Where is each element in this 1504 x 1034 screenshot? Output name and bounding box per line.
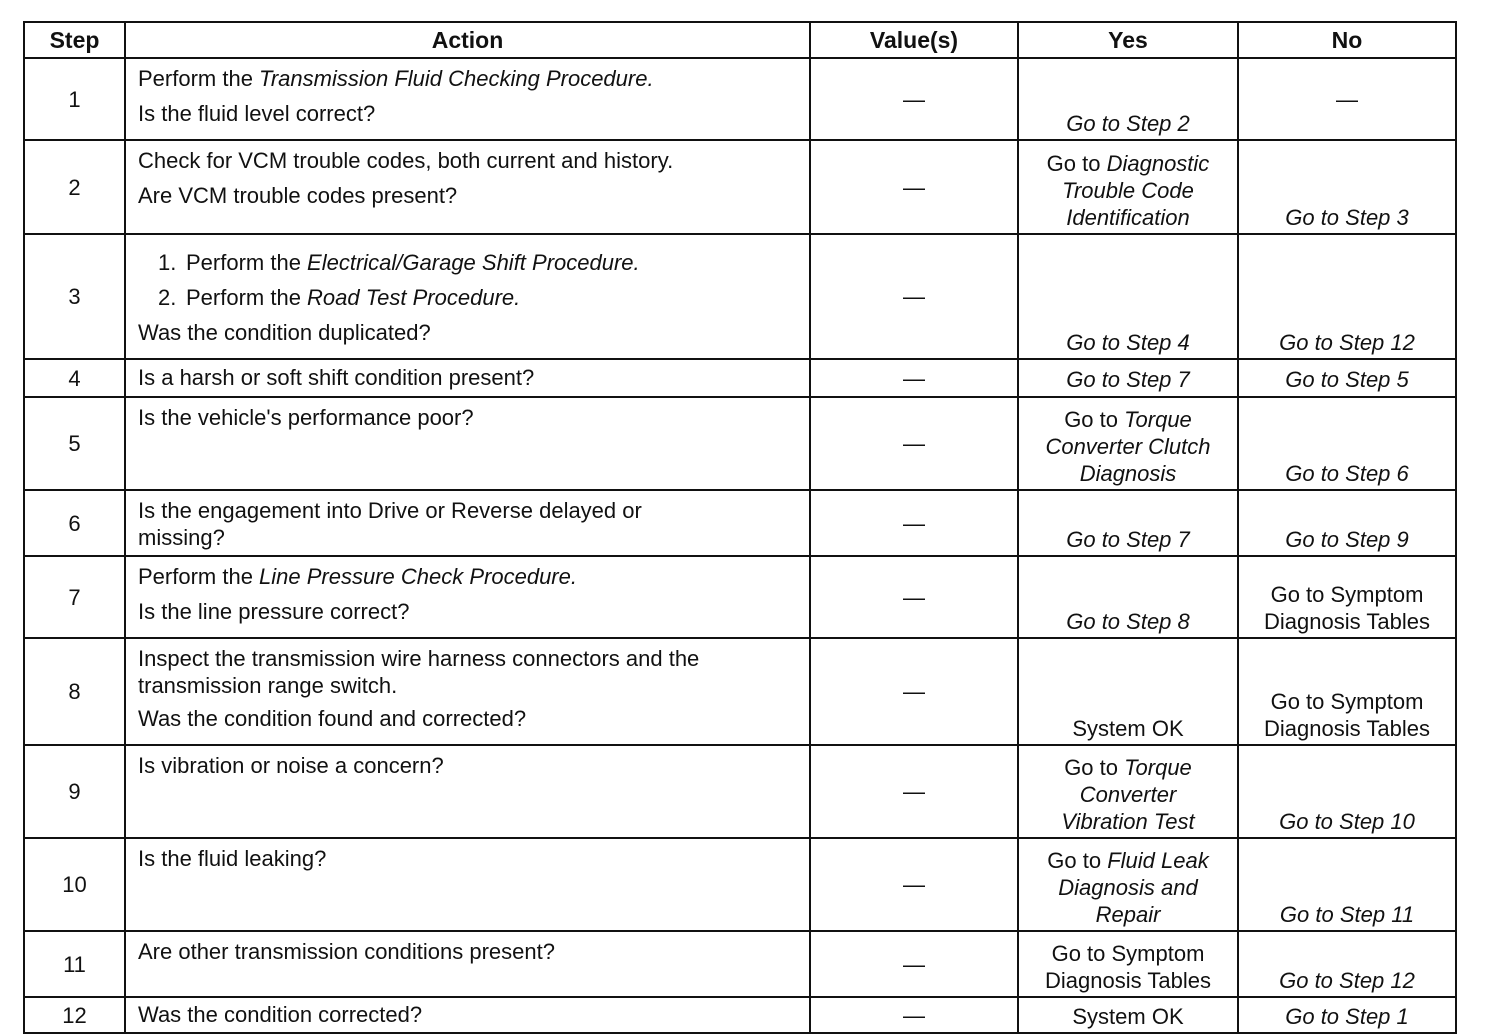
- action-cell: [125, 931, 810, 997]
- no-cell: [1238, 997, 1456, 1033]
- step-number: 2: [24, 140, 125, 234]
- header-yes: Yes: [1018, 22, 1238, 58]
- no-cell: [1238, 397, 1456, 490]
- value-cell: —: [810, 931, 1018, 997]
- step-number: 1: [24, 58, 125, 140]
- yes-cell: [1018, 58, 1238, 140]
- yes-cell: [1018, 359, 1238, 397]
- diagnostic-table: [23, 21, 1457, 1034]
- no-cell: Go to Symptom Diagnosis Tables: [1238, 556, 1456, 638]
- yes-cell: [1018, 556, 1238, 638]
- no-cell: —: [1238, 58, 1456, 140]
- action-question: Are VCM trouble codes present?: [138, 183, 458, 208]
- no-cell: [1238, 745, 1456, 838]
- no-link: Go to Step 5: [1285, 366, 1409, 392]
- step-number: 11: [24, 931, 125, 997]
- table-row: [24, 638, 1456, 745]
- yes-cell: System OK: [1018, 997, 1238, 1033]
- yes-link: Go to Step 8: [1066, 609, 1190, 634]
- yes-cell: Go to Torque Converter Vibration Test: [1018, 745, 1238, 838]
- step-number: 4: [24, 359, 125, 397]
- action-cell: [125, 58, 810, 140]
- table-row: [24, 997, 1456, 1033]
- yes-cell: [1018, 490, 1238, 556]
- step-number: 5: [24, 397, 125, 490]
- yes-cell: Go to Diagnostic Trouble Code Identification: [1018, 140, 1238, 234]
- header-values: Value(s): [810, 22, 1018, 58]
- no-link: Go to Step 12: [1279, 330, 1415, 355]
- no-cell: [1238, 234, 1456, 359]
- table-row: [24, 745, 1456, 838]
- action-question: Are other transmission conditions present?: [138, 939, 555, 964]
- no-cell: [1238, 838, 1456, 931]
- action-question: Is the vehicle's performance poor?: [138, 405, 474, 430]
- no-cell: [1238, 359, 1456, 397]
- action-cell: [125, 397, 810, 490]
- header-action: Action: [125, 22, 810, 58]
- table-row: [24, 838, 1456, 931]
- yes-cell: [1018, 234, 1238, 359]
- procedure-name: Line Pressure Check Procedure.: [259, 564, 577, 589]
- table-row: [24, 931, 1456, 997]
- step-number: 8: [24, 638, 125, 745]
- yes-link: Go to Step 7: [1066, 366, 1190, 392]
- action-cell: 1. Perform the Electrical/Garage Shift Procedure. 2. Perform the Road Test Procedure. Was the condition duplicated?: [125, 234, 810, 359]
- no-link: Go to Step 12: [1279, 968, 1415, 993]
- value-cell: —: [810, 234, 1018, 359]
- table-row: [24, 58, 1456, 140]
- step-number: 6: [24, 490, 125, 556]
- list-number: 1.: [158, 250, 177, 275]
- action-cell: [125, 838, 810, 931]
- procedure-name: Road Test Procedure.: [307, 285, 521, 310]
- value-cell: —: [810, 58, 1018, 140]
- table-row: [24, 140, 1456, 234]
- action-text: Perform the: [138, 564, 260, 589]
- no-link: Go to Step 6: [1285, 461, 1409, 486]
- header-step: Step: [24, 22, 125, 58]
- action-question: Was the condition duplicated?: [138, 320, 431, 345]
- action-cell: [125, 556, 810, 638]
- no-link: Go to Step 9: [1285, 527, 1409, 552]
- yes-cell: Go to Symptom Diagnosis Tables: [1018, 931, 1238, 997]
- no-cell: [1238, 490, 1456, 556]
- value-cell: —: [810, 490, 1018, 556]
- step-number: 10: [24, 838, 125, 931]
- table-row: [24, 490, 1456, 556]
- action-question: Is the fluid level correct?: [138, 101, 376, 126]
- yes-cell: System OK: [1018, 638, 1238, 745]
- no-cell: [1238, 931, 1456, 997]
- no-link: Go to Step 11: [1279, 902, 1415, 927]
- action-question: Is vibration or noise a concern?: [138, 753, 444, 778]
- no-link: Go to Step 10: [1279, 809, 1415, 834]
- value-cell: —: [810, 397, 1018, 490]
- action-question: Is the line pressure correct?: [138, 599, 410, 624]
- action-text: Check for VCM trouble codes, both current and history.: [138, 148, 674, 173]
- action-cell: [125, 140, 810, 234]
- step-number: 9: [24, 745, 125, 838]
- action-cell: Is the engagement into Drive or Reverse delayed or missing?: [125, 490, 810, 556]
- list-number: 2.: [158, 285, 177, 310]
- no-cell: Go to Symptom Diagnosis Tables: [1238, 638, 1456, 745]
- yes-cell: Go to Torque Converter Clutch Diagnosis: [1018, 397, 1238, 490]
- table-row: [24, 397, 1456, 490]
- procedure-name: Transmission Fluid Checking Procedure.: [259, 66, 654, 91]
- value-cell: —: [810, 745, 1018, 838]
- header-no: No: [1238, 22, 1456, 58]
- procedure-name: Electrical/Garage Shift Procedure.: [307, 250, 640, 275]
- yes-link: Go to Step 7: [1066, 527, 1190, 552]
- table-row: [24, 359, 1456, 397]
- value-cell: —: [810, 140, 1018, 234]
- value-cell: —: [810, 838, 1018, 931]
- action-cell: [125, 745, 810, 838]
- table-row: [24, 234, 1456, 359]
- action-text: Inspect the transmission wire harness connectors and the: [138, 646, 700, 671]
- value-cell: —: [810, 556, 1018, 638]
- step-number: 3: [24, 234, 125, 359]
- step-number: 12: [24, 997, 125, 1033]
- action-cell: Inspect the transmission wire harness connectors and the transmission range switch. Was the condition found and corrected?: [125, 638, 810, 745]
- step-number: 7: [24, 556, 125, 638]
- no-link: Go to Step 1: [1285, 1003, 1409, 1029]
- header-row: [24, 22, 1456, 58]
- value-cell: —: [810, 638, 1018, 745]
- value-cell: —: [810, 359, 1018, 397]
- value-cell: —: [810, 997, 1018, 1033]
- yes-link: Go to Step 4: [1066, 330, 1190, 355]
- action-question: Was the condition corrected?: [125, 997, 810, 1033]
- no-cell: [1238, 140, 1456, 234]
- table-row: [24, 556, 1456, 638]
- yes-link: Go to Step 2: [1066, 111, 1190, 136]
- action-question: Is the fluid leaking?: [138, 846, 327, 871]
- action-question: Is the engagement into Drive or Reverse delayed or: [138, 498, 642, 523]
- action-question: Was the condition found and corrected?: [138, 706, 527, 731]
- action-text: Perform the: [138, 66, 260, 91]
- action-text: Is a harsh or soft shift condition present?: [125, 359, 810, 397]
- no-link: Go to Step 3: [1285, 205, 1409, 230]
- yes-cell: Go to Fluid Leak Diagnosis and Repair: [1018, 838, 1238, 931]
